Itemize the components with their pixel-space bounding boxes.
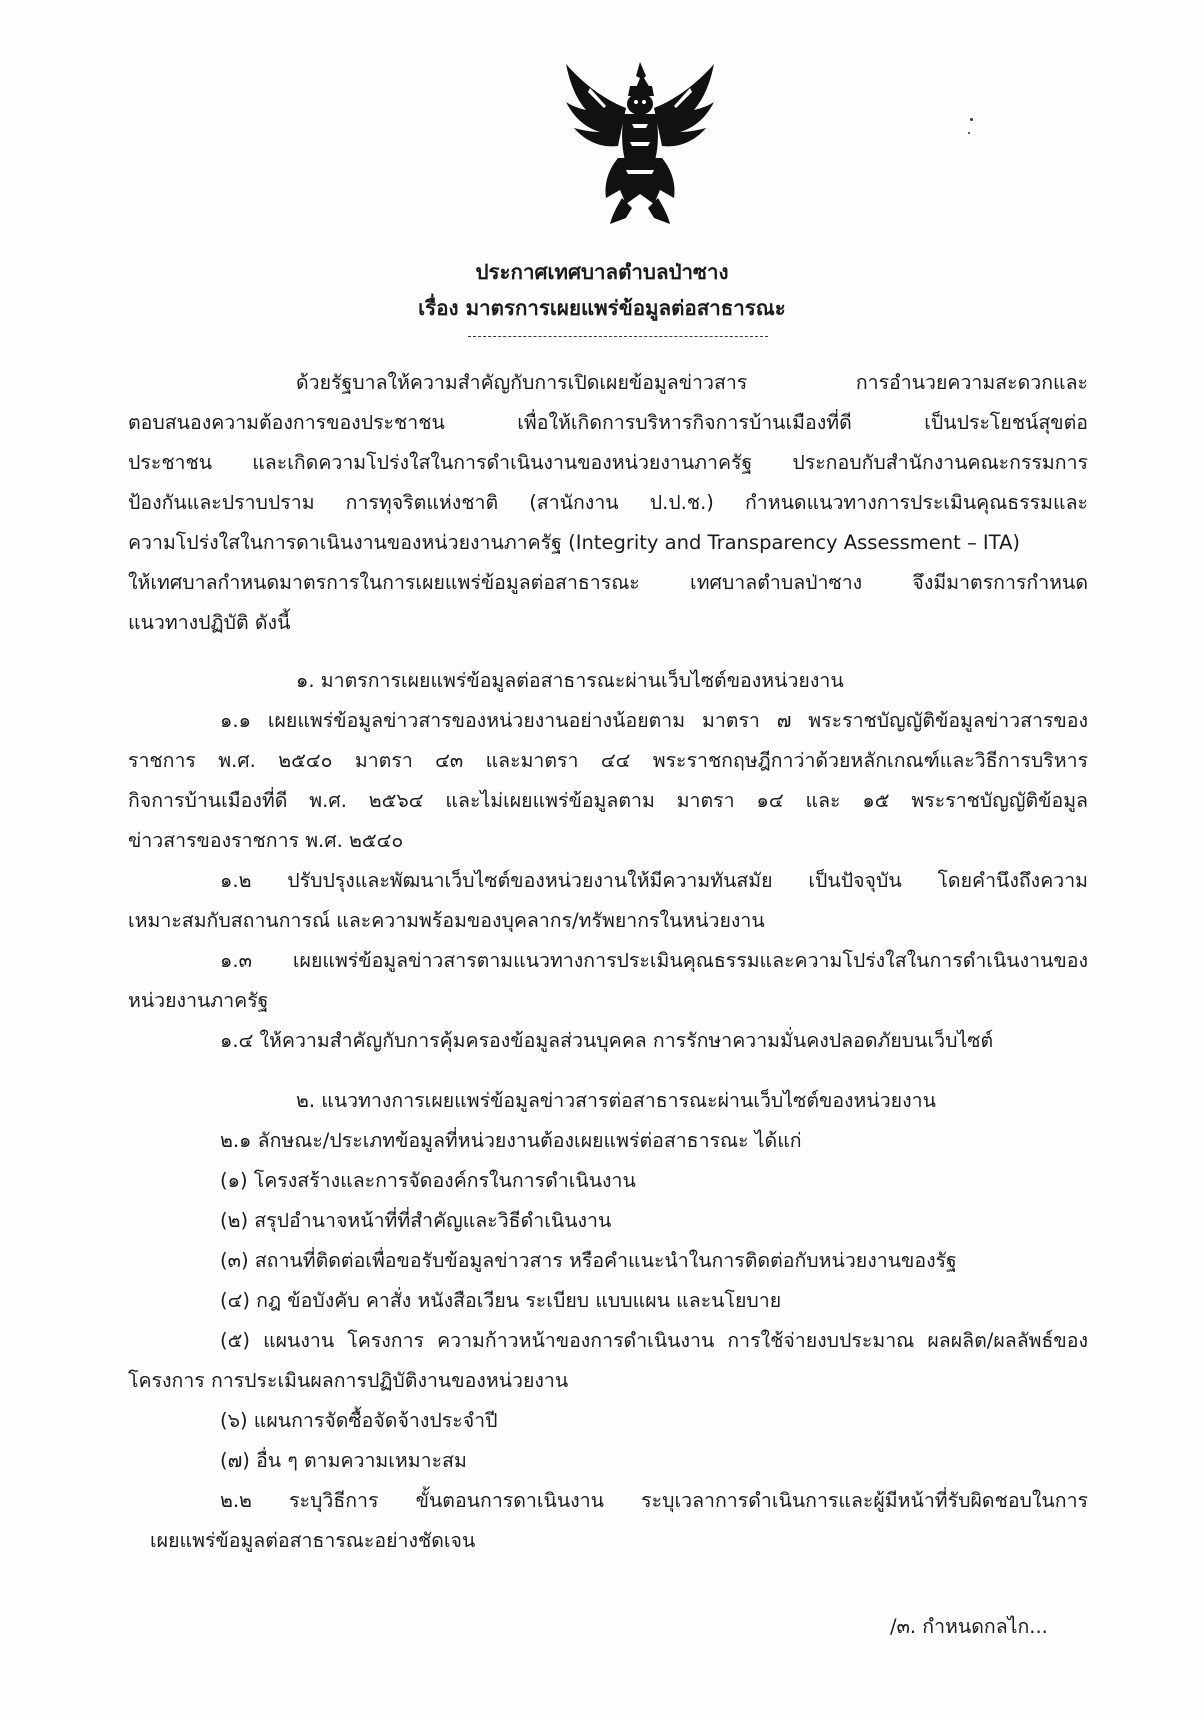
intro-line: ให้เทศบาลกำหนดมาตรการในการเผยแพร่ข้อมูลต่อสาธารณะ เทศบาลตำบลป่าซาง จึงมีมาตรการกำหนด xyxy=(128,571,1088,594)
section-1-line: ข่าวสารของราชการ พ.ศ. ๒๕๔๐ xyxy=(128,829,404,852)
section-1-line: ๑.๒ ปรับปรุงและพัฒนาเว็บไซต์ของหน่วยงานให้มีความทันสมัย เป็นปัจจุบัน โดยคำนึงถึงความ xyxy=(220,869,1088,892)
section-1-line: ราชการ พ.ศ. ๒๕๔๐ มาตรา ๔๓ และมาตรา ๔๔ พระราชกฤษฎีกาว่าด้วยหลักเกณฑ์และวิธีการบริหาร xyxy=(128,749,1088,772)
section-2-line: โครงการ การประเมินผลการปฏิบัติงานของหน่วยงาน xyxy=(128,1369,569,1392)
section-1-line: ๑.๓ เผยแพร่ข้อมูลข่าวสารตามแนวทางการประเมินคุณธรรมและความโปร่งใสในการดำเนินงานของ xyxy=(220,949,1088,972)
intro-line: ป้องกันและปราบปราม การทุจริตแห่งชาติ (สานักงาน ป.ป.ช.) กำหนดแนวทางการประเมินคุณธรรมและ xyxy=(128,491,1088,514)
announcement-title: ประกาศเทศบาลตำบลป่าซาง xyxy=(475,260,729,284)
section-2-heading: ๒. แนวทางการเผยแพร่ข้อมูลข่าวสารต่อสาธารณะผ่านเว็บไซต์ของหน่วยงาน xyxy=(296,1089,936,1112)
intro-line: ตอบสนองความต้องการของประชาชน เพื่อให้เกิดการบริหารกิจการบ้านเมืองที่ดี เป็นประโยชน์สุขต่อ xyxy=(128,411,1088,434)
section-1-line: กิจการบ้านเมืองที่ดี พ.ศ. ๒๕๖๔ และไม่เผยแพร่ข้อมูลตาม มาตรา ๑๔ และ ๑๕ พระราชบัญญัติข้อมูล xyxy=(128,789,1088,812)
section-2-line: (๓) สถานที่ติดต่อเพื่อขอรับข้อมูลข่าวสาร หรือคำแนะนำในการติดต่อกับหน่วยงานของรัฐ xyxy=(220,1249,957,1272)
section-2-line: (๕) แผนงาน โครงการ ความก้าวหน้าของการดำเนินงาน การใช้จ่ายงบประมาณ ผลผลิต/ผลลัพธ์ของ xyxy=(220,1329,1088,1352)
intro-line: ประชาชน และเกิดความโปร่งใสในการดำเนินงานของหน่วยงานภาครัฐ ประกอบกับสำนักงานคณะกรรมการ xyxy=(128,451,1088,474)
intro-line: แนวทางปฏิบัติ ดังนี้ xyxy=(128,611,291,634)
scan-speck xyxy=(970,118,973,121)
scan-speck xyxy=(968,132,970,134)
section-1-heading: ๑. มาตรการเผยแพร่ข้อมูลต่อสาธารณะผ่านเว็บไซต์ของหน่วยงาน xyxy=(296,669,844,692)
section-2-line: ๒.๒ ระบุวิธีการ ขั้นตอนการดาเนินงาน ระบุเวลาการดำเนินการและผู้มีหน้าที่รับผิดชอบในการ xyxy=(220,1489,1088,1512)
intro-line: ความโปร่งใสในการดาเนินงานของหน่วยงานภาครัฐ (Integrity and Transparency Assessment – ITA) xyxy=(128,531,1021,554)
intro-line: ด้วยรัฐบาลให้ความสำคัญกับการเปิดเผยข้อมูลข่าวสาร การอำนวยความสะดวกและ xyxy=(296,371,1088,394)
section-2-line: (๖) แผนการจัดซื้อจัดจ้างประจำปี xyxy=(220,1409,498,1432)
announcement-subject: เรื่อง มาตรการเผยแพร่ข้อมูลต่อสาธารณะ xyxy=(418,296,786,320)
section-2-line: เผยแพร่ข้อมูลต่อสาธารณะอย่างชัดเจน xyxy=(150,1529,476,1552)
section-2-line: (๔) กฎ ข้อบังคับ คาสั่ง หนังสือเวียน ระเบียบ แบบแผน และนโยบาย xyxy=(220,1289,782,1312)
section-2-line: ๒.๑ ลักษณะ/ประเภทข้อมูลที่หน่วยงานต้องเผยแพร่ต่อสาธารณะ ได้แก่ xyxy=(220,1129,802,1152)
garuda-emblem-icon xyxy=(560,58,720,228)
section-2-line: (๒) สรุปอำนาจหน้าที่ที่สำคัญและวิธีดำเนินงาน xyxy=(220,1209,612,1232)
section-1-line: ๑.๑ เผยแพร่ข้อมูลข่าวสารของหน่วยงานอย่างน้อยตาม มาตรา ๗ พระราชบัญญัติข้อมูลข่าวสารของ xyxy=(220,709,1088,732)
continuation-note: /๓. กำหนดกลไก... xyxy=(890,1615,1048,1638)
section-1-line: ๑.๔ ให้ความสำคัญกับการคุ้มครองข้อมูลส่วนบุคคล การรักษาความมั่นคงปลอดภัยบนเว็บไซต์ xyxy=(220,1029,994,1052)
section-1-line: เหมาะสมกับสถานการณ์ และความพร้อมของบุคลากร/ทรัพยากรในหน่วยงาน xyxy=(128,909,765,932)
section-1-line: หน่วยงานภาครัฐ xyxy=(128,989,269,1012)
section-2-line: (๑) โครงสร้างและการจัดองค์กรในการดำเนินงาน xyxy=(220,1169,636,1192)
title-divider xyxy=(468,336,768,337)
section-2-line: (๗) อื่น ๆ ตามความเหมาะสม xyxy=(220,1449,467,1472)
